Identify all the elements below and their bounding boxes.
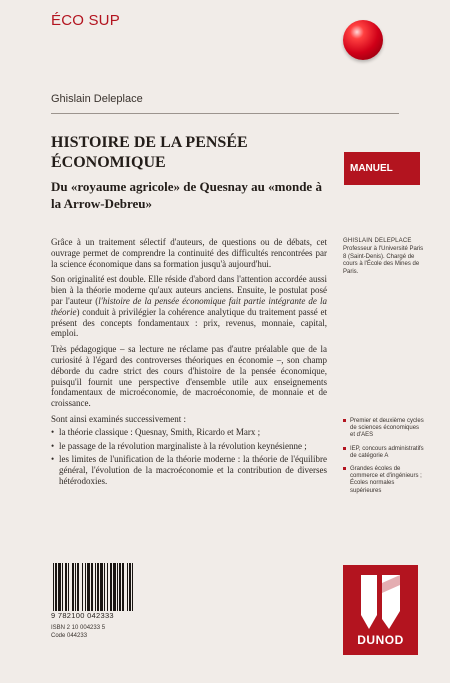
- blurb-paragraph-2: [51, 274, 327, 339]
- series-name: ÉCO SUP: [51, 12, 120, 29]
- publisher-logo: [343, 565, 418, 655]
- author-bio-text: Professeur à l'Université Paris 8 (Saint-Denis). Chargé de cours à l'École des Mines de Paris.: [343, 246, 424, 275]
- bullet-square-icon: [343, 447, 346, 450]
- book-title: HISTOIRE DE LA PENSÉE ÉCONOMIQUE: [51, 134, 248, 171]
- dunod-emblem-icon: [355, 575, 406, 629]
- isbn-number: ISBN 2 10 004233 5: [51, 625, 106, 631]
- product-code: Code 044233: [51, 633, 88, 639]
- manuel-badge-label: MANUEL: [350, 163, 393, 174]
- author-bio-name: GHISLAIN DELEPLACE: [343, 238, 412, 244]
- list-item: • les limites de l'unification de la théorie moderne : la théorie de l'équilibre général, l'évolution de la macroéconomie et la contribution de diverses hétérodoxies.: [51, 454, 327, 486]
- divider: [51, 113, 399, 114]
- list-item: • la théorie classique : Quesnay, Smith, Ricardo et Marx ;: [51, 427, 327, 438]
- publisher-name: DUNOD: [357, 633, 404, 647]
- barcode-number: 9 782100 042333: [51, 611, 114, 620]
- book-subtitle: Du «royaume agricole» de Quesnay au «monde à la Arrow-Debreu»: [51, 179, 322, 211]
- list-item: Grandes écoles de commerce et d'ingénieurs ; Écoles normales supérieures: [343, 466, 425, 495]
- list-item: IEP, concours administratifs de catégorie A: [343, 446, 425, 460]
- bullet-square-icon: [343, 419, 346, 422]
- manuel-badge: [344, 152, 420, 185]
- blurb-p2-end: ) conduit à privilégier la cohérence analytique du traitement passé et présent des concepts fondamentaux : prix, revenus, monnaie, capital, emploi.: [51, 306, 327, 339]
- author-name: Ghislain Deleplace: [51, 93, 143, 105]
- author-bio: [343, 238, 425, 276]
- audience-list: [343, 418, 425, 501]
- list-item: • le passage de la révolution marginaliste à la révolution keynésienne ;: [51, 441, 327, 452]
- topics-list: [51, 427, 327, 487]
- blurb: [51, 237, 327, 490]
- list-item: Premier et deuxième cycles de sciences économiques et d'AES: [343, 418, 425, 440]
- bullet-square-icon: [343, 467, 346, 470]
- blurb-p2-start: Son originalité est double. Elle réside d'abord dans l'attention accordée aussi bien à la théorie moderne qu'aux auteurs anciens. Ensuite, le postulat posé par l'auteur (: [51, 274, 327, 306]
- blurb-paragraph-1: Grâce à un traitement sélectif d'auteurs, de questions ou de débats, cet ouvrage permet de comprendre la continuité des difficultés rencontrées par la science économique dans sa formation jusqu'à aujourd'hui.: [51, 237, 327, 269]
- barcode-icon: [51, 563, 155, 611]
- blurb-paragraph-3: Très pédagogique – sa lecture ne réclame pas d'autre préalable que de la curiosité à l'égard des controverses théoriques en économie –, son champ déborde du cadre strict des cours d'histoire de la pensée économique, puisqu'il fournit une perspective d'ensemble utile aux enseignements fondamentaux de microéconomie, de macroéconomie, de monnaie et de croissance.: [51, 344, 327, 409]
- blurb-paragraph-4: Sont ainsi examinés successivement :: [51, 413, 186, 424]
- blurb-p2-emphasis: l'histoire de la pensée économique fait partie intégrante de la théorie: [51, 295, 328, 317]
- series-logo-ball: [343, 20, 383, 60]
- isbn-block: [51, 624, 105, 640]
